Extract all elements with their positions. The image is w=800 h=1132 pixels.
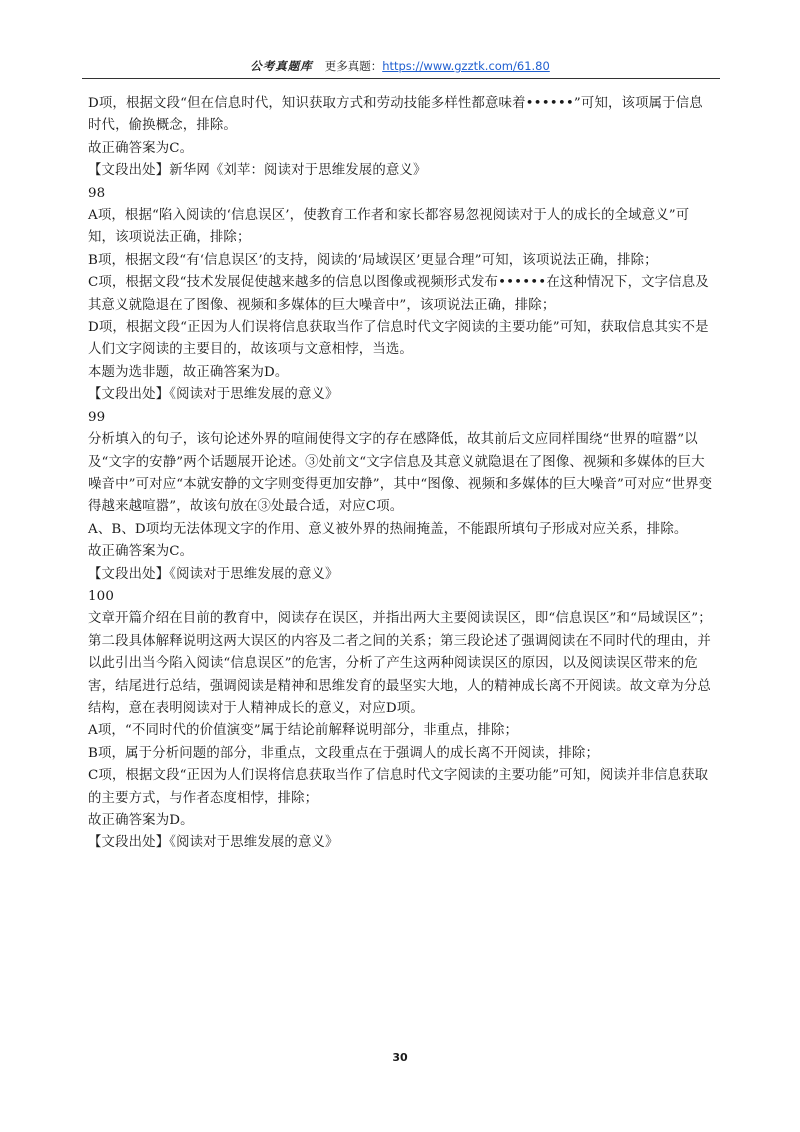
- question-number: 100: [88, 588, 115, 604]
- paragraph: A项，根据“陷入阅读的‘信息误区’，使教育工作者和家长都容易忽视阅读对于人的成长的全域意义”可知，该项说法正确，排除；: [88, 208, 690, 246]
- source-citation: 【文段出处】《阅读对于思维发展的意义》: [88, 835, 339, 851]
- source-citation: 【文段出处】《阅读对于思维发展的意义》: [88, 387, 339, 403]
- paragraph: 本题为选非题，故正确答案为D。: [88, 364, 289, 380]
- paragraph: 故正确答案为D。: [88, 813, 194, 828]
- header-brand: 公考真题库: [250, 59, 313, 73]
- question-number: 98: [88, 185, 106, 201]
- paragraph: A、B、D项均无法体现文字的作用、意义被外界的热闹掩盖，不能跟所填句子形成对应关系，排除。: [88, 521, 688, 537]
- paragraph: 故正确答案为C。: [88, 140, 194, 156]
- document-body: [88, 93, 714, 855]
- paragraph: C项，根据文段“技术发展促使越来越多的信息以图像或视频形式发布••••••在这种情况下，文字信息及其意义就隐退在了图像、视频和多媒体的巨大噪音中”，该项说法正确，排除；: [88, 275, 709, 313]
- paragraph: 分析填入的句子，该句论述外界的喧闹使得文字的存在感降低，故其前后文应同样围绕“世界的喧嚣”以及“文字的安静”两个话题展开论述。③处前文“文字信息及其意义就隐退在了图像、视频和多媒体的巨大噪音中”可对应“本就安静的文字则变得更加安静”，其中“图像、视频和多媒体的巨大噪音”可对应“世界变得越来越喧嚣”，故该句放在③处最合适，对应C项。: [88, 432, 713, 515]
- header-more-label: 更多真题：: [324, 59, 383, 73]
- header-divider: [82, 78, 720, 79]
- question-number: 99: [88, 409, 106, 425]
- paragraph: B项，属于分析问题的部分，非重点，文段重点在于强调人的成长离不开阅读，排除；: [88, 745, 599, 761]
- source-citation: 【文段出处】新华网《刘苹：阅读对于思维发展的意义》: [88, 163, 427, 179]
- paragraph: 文章开篇介绍在目前的教育中，阅读存在误区，并指出两大主要阅读误区，即“信息误区”和“局域误区”；第二段具体解释说明这两大误区的内容及二者之间的关系；第三段论述了强调阅读在不同时代的理由，并以此引出当今陷入阅读“信息误区”的危害，分析了产生这两种阅读误区的原因，以及阅读误区带来的危害，结尾进行总结，强调阅读是精神和思维发育的最坚实大地，人的精神成长离不开阅读。故文章为分总结构，意在表明阅读对于人精神成长的意义，对应D项。: [88, 611, 712, 716]
- paragraph: B项，根据文段“有‘信息误区’的支持，阅读的‘局域误区’更显合理”可知，该项说法正确，排除；: [88, 252, 658, 268]
- paragraph: D项，根据文段“但在信息时代，知识获取方式和劳动技能多样性都意味着••••••”可知，该项属于信息时代，偷换概念，排除。: [88, 96, 703, 134]
- page-number: 30: [392, 1051, 408, 1064]
- paragraph: 故正确答案为C。: [88, 544, 194, 560]
- paragraph: A项，“不同时代的价值演变”属于结论前解释说明部分，非重点，排除；: [88, 723, 519, 739]
- paragraph: C项，根据文段“正因为人们误将信息获取当作了信息时代文字阅读的主要功能”可知，阅读并非信息获取的主要方式，与作者态度相悖，排除；: [88, 768, 709, 806]
- source-citation: 【文段出处】《阅读对于思维发展的意义》: [88, 566, 339, 582]
- page-header: [0, 58, 800, 74]
- header-url-link[interactable]: https://www.gzztk.com/61.80: [382, 59, 550, 73]
- paragraph: D项，根据文段“正因为人们误将信息获取当作了信息时代文字阅读的主要功能”可知，获取信息其实不是人们文字阅读的主要目的，故该项与文意相悖，当选。: [88, 320, 709, 358]
